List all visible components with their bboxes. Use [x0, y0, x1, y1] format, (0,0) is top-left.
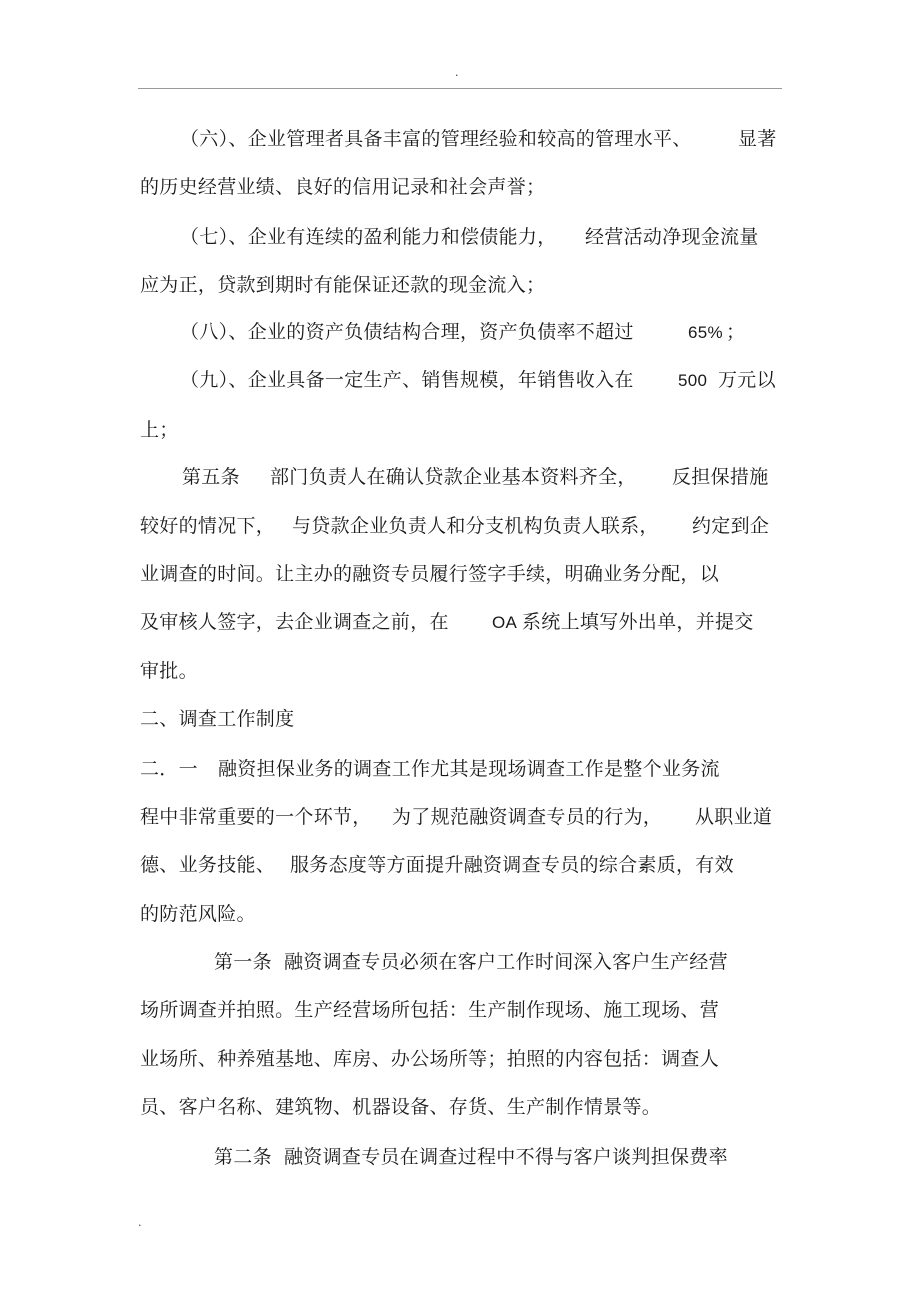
section-heading: 二、调查工作制度	[140, 708, 295, 730]
text-line: 融资调查专员在调查过程中不得与客户谈判担保费率	[284, 1146, 728, 1168]
text-line: 第二条	[214, 1146, 272, 1168]
text-line: （七）、企业有连续的盈利能力和偿债能力，	[180, 226, 557, 248]
header-mark: .	[455, 66, 459, 79]
text-line: 第五条	[182, 466, 240, 488]
text-line: OA	[492, 613, 518, 632]
text-line: （九）、企业具备一定生产、销售规模，年销售收入在	[180, 369, 634, 391]
text-line: 较好的情况下，	[140, 515, 276, 537]
text-line: 从职业道	[695, 806, 773, 828]
text-line: （八）、企业的资产负债结构合理，资产负债率不超过	[180, 321, 634, 343]
text-line: 反担保措施	[672, 466, 769, 488]
text-line: 500	[678, 371, 708, 390]
text-line: 的防范风险。	[140, 903, 256, 925]
text-line: 部门负责人在确认贷款企业基本资料齐全，	[270, 466, 637, 488]
text-line: 二．一	[140, 758, 198, 780]
text-line: 及审核人签字，去企业调查之前，在	[140, 611, 449, 633]
text-line: ；	[726, 321, 746, 343]
text-line: 应为正，贷款到期时有能保证还款的现金流入；	[140, 274, 546, 296]
text-line: 显著	[738, 128, 777, 150]
text-line: 的历史经营业绩、良好的信用记录和社会声誉；	[140, 176, 546, 198]
text-line: 65%	[688, 323, 723, 342]
text-line: 约定到企	[692, 515, 770, 537]
text-line: 上；	[140, 419, 179, 441]
text-line: （六）、企业管理者具备丰富的管理经验和较高的管理水平、	[180, 128, 692, 150]
text-line: 场所调查并拍照。生产经营场所包括：生产制作现场、施工现场、营	[140, 999, 720, 1021]
text-line: 审批。	[140, 660, 198, 682]
text-line: 为了规范融资调查专员的行为，	[392, 806, 663, 828]
text-line: 万元以	[718, 369, 776, 391]
text-line: 服务态度等方面提升融资调查专员的综合素质，有效	[290, 854, 734, 876]
text-line: 融资调查专员必须在客户工作时间深入客户生产经营	[284, 951, 728, 973]
text-line: 业场所、种养殖基地、库房、办公场所等；拍照的内容包括：调查人	[140, 1048, 720, 1070]
text-line: 系统上填写外出单，并提交	[522, 611, 754, 633]
footer-mark: .	[138, 1216, 142, 1229]
text-line: 经营活动净现金流量	[585, 226, 759, 248]
text-line: 程中非常重要的一个环节，	[140, 806, 372, 828]
text-line: 第一条	[214, 951, 272, 973]
text-line: 业调查的时间。让主办的融资专员履行签字手续，明确业务分配，以	[140, 563, 720, 585]
header-rule	[138, 88, 782, 89]
text-line: 德、业务技能、	[140, 854, 276, 876]
text-line: 融资担保业务的调查工作尤其是现场调查工作是整个业务流	[218, 758, 720, 780]
text-line: 员、客户名称、建筑物、机器设备、存货、生产制作情景等。	[140, 1096, 662, 1118]
text-line: 与贷款企业负责人和分支机构负责人联系，	[292, 515, 659, 537]
